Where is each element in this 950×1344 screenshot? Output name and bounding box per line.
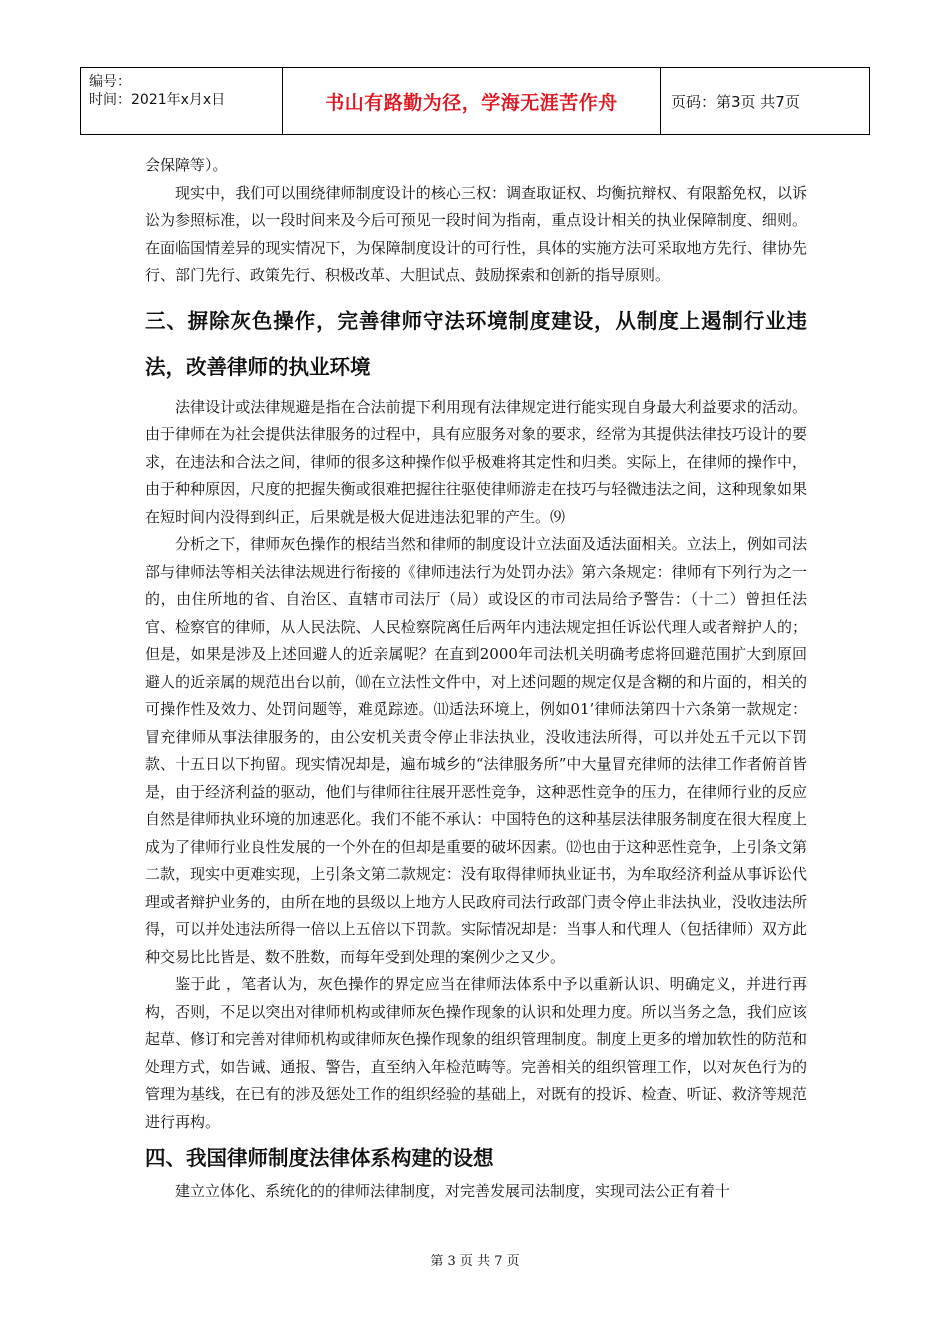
paragraph: 鉴于此 ，笔者认为，灰色操作的界定应当在律师法体系中予以重新认识、明确定义，并进行再构，否则，不足以突出对律师机构或律师灰色操作现象的认识和处理力度。所以当务之急，我们应该起草、修订和完善对律师机构或律师灰色操作现象的组织管理制度。制度上更多的增加软性的防范和处理方式，如告诫、通报、警告，直至纳入年检范畴等。完善相关的组织管理工作，以对灰色行为的管理为基线，在已有的涉及惩处工作的组织经验的基础上，对既有的投诉、检查、听证、救济等规范进行再构。 <box>145 975 807 1131</box>
document-date-label: 时间：2021年x月x日 <box>89 92 226 108</box>
paragraph: 分析之下，律师灰色操作的根结当然和律师的制度设计立法面及适法面相关。立法上，例如司法部与律师法等相关法律法规进行衔接的《律师违法行为处罚办法》第六条规定：律师有下列行为之一的，由住所地的省、自治区、直辖市司法厅（局）或设区的市司法局给予警告：（十二）曾担任法官、检察官的律师，从人民法院、人民检察院离任后两年内违法规定担任诉讼代理人或者辩护人的；但是，如果是涉及上述回避人的近亲属呢？在直到2000年司法机关明确考虑将回避范围扩大到原回避人的近亲属的规范出台以前，⑽在立法性文件中，对上述问题的规定仅是含糊的和片面的，相关的可操作性及效力、处罚问题等，难觅踪迹。⑾适法环境上，例如01’律师法第四十六条第一款规定：冒充律师从事法律服务的，由公安机关责令停止非法执业，没收违法所得，可以并处五千元以下罚款、十五日以下拘留。现实情况却是，遍布城乡的“法律服务所”中大量冒充律师的法律工作者俯首皆是，由于经济利益的驱动，他们与律师往往展开恶性竞争，这种恶性竞争的压力，在律师行业的反应自然是律师执业环境的加速恶化。我们不能不承认：中国特色的这种基层法律服务制度在很大程度上成为了律师行业良性发展的一个外在的但却是重要的破坏因素。⑿也由于这种恶性竞争，上引条文第二款，现实中更难实现，上引条文第二款规定：没有取得律师执业证书，为牟取经济利益从事诉讼代理或者辩护业务的，由所在地的县级以上地方人民政府司法行政部门责令停止非法执业，没收违法所得，可以并处违法所得一倍以上五倍以下罚款。实际情况却是：当事人和代理人（包括律师）双方此种交易比比皆是、数不胜数，而每年受到处理的案例少之又少。 <box>145 535 807 966</box>
header-page-label: 页码：第3页 共7页 <box>671 92 800 111</box>
page-footer: 第 3 页 共 7 页 <box>430 1254 520 1269</box>
header-table <box>80 67 870 135</box>
section-heading-3: 三、摒除灰色操作，完善律师守法环境制度建设，从制度上遏制行业违法，改善律师的执业环境 <box>145 308 807 379</box>
paragraph: 法律设计或法律规避是指在合法前提下利用现有法律规定进行能实现自身最大利益要求的活动。由于律师在为社会提供法律服务的过程中，具有应服务对象的要求，经常为其提供法律技巧设计的要求，在违法和合法之间，律师的很多这种操作似乎极难将其定性和归类。实际上，在律师的操作中，由于种种原因，尺度的把握失衡或很难把握往往驱使律师游走在技巧与轻微违法之间，这种现象如果在短时间内没得到纠正，后果就是极大促进违法犯罪的产生。⑼ <box>145 397 807 526</box>
paragraph: 现实中，我们可以围绕律师制度设计的核心三权：调查取证权、均衡抗辩权、有限豁免权，以诉讼为参照标准，以一段时间来及今后可预见一段时间为指南，重点设计相关的执业保障制度、细则。在面临国情差异的现实情况下，为保障制度设计的可行性，具体的实施方法可采取地方先行、律协先行、部门先行、政策先行、积极改革、大胆试点、鼓励探索和创新的指导原则。 <box>145 183 807 284</box>
document-body <box>145 152 807 1206</box>
section-heading-4: 四、我国律师制度法律体系构建的设想 <box>145 1146 494 1170</box>
header-motto: 书山有路勤为径，学海无涯苦作舟 <box>283 68 661 134</box>
document-number-label: 编号： <box>89 74 131 90</box>
paragraph: 会保障等）。 <box>145 156 228 174</box>
header-info-cell <box>81 68 283 134</box>
paragraph: 建立立体化、系统化的的律师法律制度，对完善发展司法制度，实现司法公正有着十 <box>175 1182 731 1200</box>
